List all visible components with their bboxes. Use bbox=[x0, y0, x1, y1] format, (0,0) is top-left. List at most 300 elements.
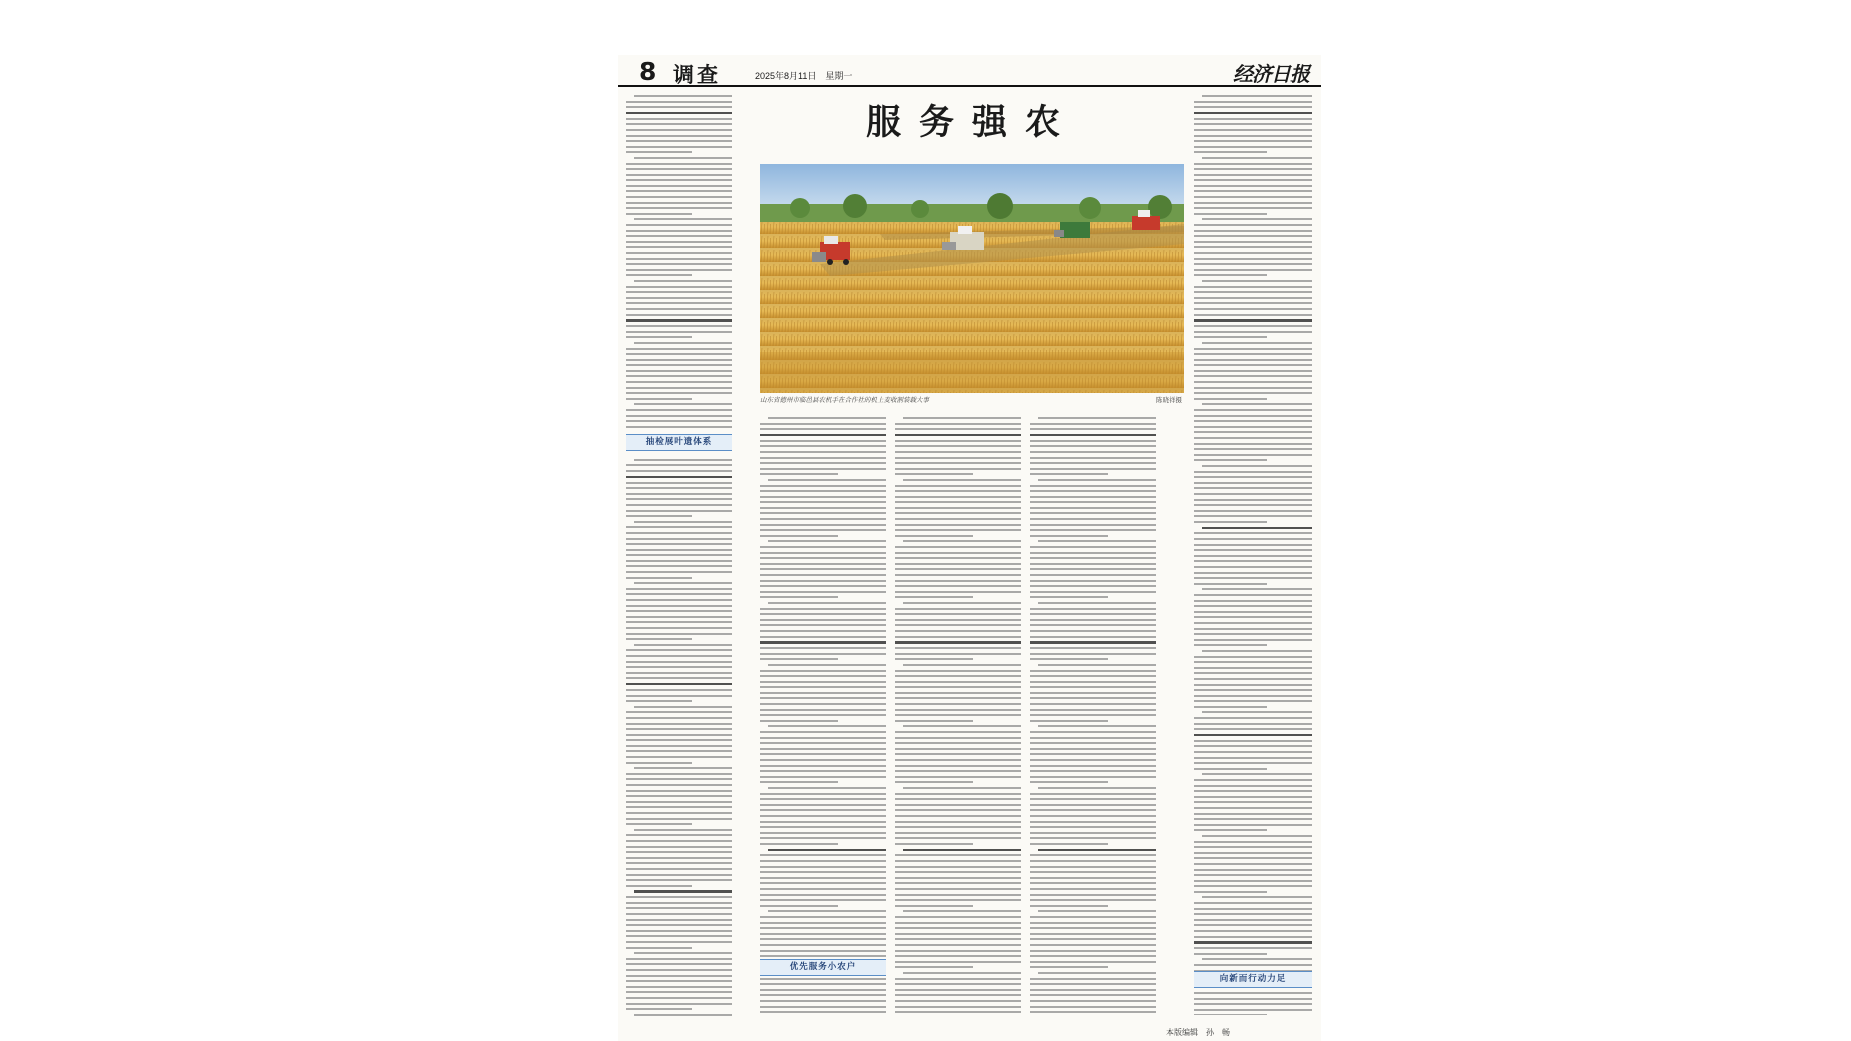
text-line bbox=[626, 387, 732, 389]
text-line bbox=[1030, 568, 1156, 570]
text-line bbox=[760, 608, 886, 610]
text-line bbox=[895, 546, 1021, 548]
text-line bbox=[626, 129, 732, 131]
text-line bbox=[1194, 118, 1312, 120]
text-line bbox=[1194, 824, 1312, 826]
text-line bbox=[1194, 274, 1267, 276]
text-line bbox=[1030, 518, 1156, 520]
text-line bbox=[1202, 95, 1312, 97]
photo-caption bbox=[760, 395, 1184, 406]
text-line bbox=[1194, 678, 1312, 680]
text-line bbox=[760, 552, 886, 554]
text-line bbox=[895, 703, 1021, 705]
text-column-1 bbox=[626, 95, 732, 1017]
text-line bbox=[626, 168, 732, 170]
text-line bbox=[626, 834, 732, 836]
text-line bbox=[1030, 1006, 1156, 1008]
text-line bbox=[626, 588, 732, 590]
text-line bbox=[1194, 437, 1312, 439]
text-line bbox=[626, 734, 732, 736]
text-line bbox=[1194, 246, 1312, 248]
text-line bbox=[1194, 504, 1312, 506]
text-line bbox=[760, 748, 886, 750]
text-line bbox=[1030, 457, 1156, 459]
text-line bbox=[1194, 101, 1312, 103]
text-line bbox=[895, 608, 1021, 610]
text-line bbox=[626, 112, 732, 114]
text-line bbox=[1194, 515, 1312, 517]
text-line bbox=[1030, 961, 1156, 963]
text-line bbox=[626, 773, 732, 775]
text-line bbox=[760, 720, 838, 722]
text-line bbox=[1194, 532, 1312, 534]
text-line bbox=[626, 263, 732, 265]
article-headline: 服务强农 bbox=[865, 102, 1078, 143]
text-line bbox=[1202, 711, 1312, 713]
text-line bbox=[1194, 644, 1267, 646]
subhead-1: 抽检展叶遗体系 bbox=[626, 434, 732, 451]
text-line bbox=[760, 580, 886, 582]
text-line bbox=[1030, 798, 1156, 800]
text-line bbox=[895, 966, 973, 968]
text-line bbox=[626, 762, 692, 764]
text-line bbox=[1194, 762, 1312, 764]
text-line bbox=[895, 630, 1021, 632]
text-line bbox=[760, 451, 886, 453]
text-line bbox=[626, 969, 732, 971]
text-line bbox=[1030, 546, 1156, 548]
text-line bbox=[1194, 998, 1312, 1000]
text-line bbox=[895, 641, 1021, 643]
text-line bbox=[1202, 650, 1312, 652]
text-line bbox=[626, 593, 732, 595]
text-line bbox=[634, 644, 732, 646]
text-line bbox=[1194, 375, 1312, 377]
page-number: 8 bbox=[639, 57, 657, 86]
text-line bbox=[1194, 426, 1312, 428]
text-line bbox=[1194, 628, 1312, 630]
text-line bbox=[1194, 319, 1312, 321]
text-line bbox=[895, 854, 1021, 856]
text-line bbox=[895, 989, 1021, 991]
text-line bbox=[1030, 832, 1156, 834]
text-line bbox=[1194, 258, 1312, 260]
text-line bbox=[1194, 807, 1312, 809]
text-line bbox=[1030, 748, 1156, 750]
text-line bbox=[1030, 916, 1156, 918]
text-line bbox=[1194, 213, 1267, 215]
text-line bbox=[1194, 454, 1312, 456]
text-line bbox=[1030, 630, 1156, 632]
text-line bbox=[760, 899, 886, 901]
text-line bbox=[626, 364, 732, 366]
text-line bbox=[1030, 428, 1156, 430]
text-line bbox=[626, 252, 732, 254]
text-line bbox=[626, 862, 732, 864]
text-line bbox=[1194, 163, 1312, 165]
text-line bbox=[1194, 135, 1312, 137]
text-line bbox=[903, 910, 1021, 912]
text-line bbox=[1030, 535, 1108, 537]
text-line bbox=[760, 512, 886, 514]
text-column-5 bbox=[1194, 95, 1312, 1015]
text-line bbox=[1194, 381, 1312, 383]
text-line bbox=[1030, 552, 1156, 554]
text-line bbox=[895, 871, 1021, 873]
text-line bbox=[760, 978, 886, 980]
text-line bbox=[1030, 905, 1108, 907]
text-line bbox=[626, 818, 732, 820]
text-line bbox=[1194, 291, 1312, 293]
text-line bbox=[626, 924, 732, 926]
text-line bbox=[1038, 787, 1156, 789]
text-line bbox=[895, 468, 1021, 470]
text-line bbox=[895, 866, 1021, 868]
text-line bbox=[760, 468, 886, 470]
text-line bbox=[895, 860, 1021, 862]
text-line bbox=[1038, 479, 1156, 481]
text-line bbox=[760, 955, 886, 957]
text-line bbox=[626, 739, 732, 741]
text-line bbox=[895, 653, 1021, 655]
text-line bbox=[1202, 835, 1312, 837]
text-line bbox=[903, 972, 1021, 974]
text-line bbox=[895, 759, 1021, 761]
text-line bbox=[760, 557, 886, 559]
text-line bbox=[1030, 580, 1156, 582]
text-line bbox=[1030, 423, 1156, 425]
text-line bbox=[1030, 837, 1156, 839]
text-line bbox=[1194, 796, 1312, 798]
text-line bbox=[895, 950, 1021, 952]
text-line bbox=[626, 392, 732, 394]
text-line bbox=[760, 462, 886, 464]
text-line bbox=[895, 781, 973, 783]
text-line bbox=[1194, 431, 1312, 433]
text-line bbox=[1030, 781, 1108, 783]
text-line bbox=[895, 1006, 1021, 1008]
text-line bbox=[760, 709, 886, 711]
text-line bbox=[760, 950, 886, 952]
text-line bbox=[760, 765, 886, 767]
text-line bbox=[895, 624, 1021, 626]
text-line bbox=[1030, 731, 1156, 733]
text-line bbox=[626, 476, 732, 478]
text-line bbox=[1030, 714, 1156, 716]
text-line bbox=[1194, 235, 1312, 237]
text-line bbox=[1038, 602, 1156, 604]
text-line bbox=[626, 235, 732, 237]
text-line bbox=[626, 470, 732, 472]
text-line bbox=[1030, 507, 1156, 509]
text-line bbox=[626, 426, 732, 428]
text-line bbox=[895, 709, 1021, 711]
text-line bbox=[1194, 913, 1312, 915]
text-line bbox=[1194, 146, 1312, 148]
text-line bbox=[895, 804, 1021, 806]
text-line bbox=[1030, 596, 1108, 598]
text-line bbox=[1038, 664, 1156, 666]
text-line bbox=[760, 753, 886, 755]
text-line bbox=[1030, 978, 1156, 980]
text-line bbox=[768, 540, 886, 542]
text-line bbox=[760, 507, 886, 509]
text-line bbox=[626, 605, 732, 607]
text-line bbox=[626, 207, 732, 209]
text-line bbox=[1194, 672, 1312, 674]
text-line bbox=[1030, 753, 1156, 755]
text-line bbox=[1030, 675, 1156, 677]
text-line bbox=[895, 916, 1021, 918]
text-line bbox=[895, 888, 1021, 890]
subhead-2: 优先服务小农户 bbox=[760, 959, 886, 976]
text-line bbox=[768, 725, 886, 727]
text-line bbox=[1202, 465, 1312, 467]
text-line bbox=[760, 529, 886, 531]
text-line bbox=[1194, 263, 1312, 265]
text-line bbox=[1194, 560, 1312, 562]
text-line bbox=[760, 563, 886, 565]
text-line bbox=[760, 804, 886, 806]
text-line bbox=[1030, 826, 1156, 828]
text-line bbox=[760, 686, 886, 688]
text-line bbox=[626, 677, 732, 679]
text-line bbox=[1030, 877, 1156, 879]
text-line bbox=[1194, 443, 1312, 445]
text-line bbox=[1194, 605, 1312, 607]
text-line bbox=[895, 681, 1021, 683]
text-line bbox=[626, 633, 732, 635]
text-line bbox=[626, 695, 732, 697]
text-line bbox=[895, 485, 1021, 487]
text-line bbox=[1194, 846, 1312, 848]
text-line bbox=[626, 577, 692, 579]
text-line bbox=[626, 661, 732, 663]
text-line bbox=[895, 793, 1021, 795]
text-line bbox=[1194, 314, 1312, 316]
text-line bbox=[634, 342, 732, 344]
text-line bbox=[1194, 538, 1312, 540]
text-line bbox=[626, 398, 692, 400]
text-line bbox=[1194, 459, 1267, 461]
text-line bbox=[1194, 992, 1312, 994]
text-line bbox=[626, 947, 692, 949]
text-line bbox=[1194, 1014, 1267, 1015]
text-line bbox=[626, 291, 732, 293]
text-line bbox=[760, 647, 886, 649]
text-line bbox=[1194, 196, 1312, 198]
text-line bbox=[1194, 359, 1312, 361]
text-line bbox=[634, 218, 732, 220]
text-line bbox=[895, 944, 1021, 946]
text-line bbox=[903, 664, 1021, 666]
text-line bbox=[760, 703, 886, 705]
text-line bbox=[1194, 168, 1312, 170]
text-line bbox=[1030, 955, 1156, 957]
text-line bbox=[1030, 983, 1156, 985]
text-line bbox=[1194, 555, 1312, 557]
text-line bbox=[760, 888, 886, 890]
text-line bbox=[626, 885, 692, 887]
text-line bbox=[1030, 894, 1156, 896]
text-line bbox=[1030, 529, 1156, 531]
column-text bbox=[760, 417, 886, 1017]
text-line bbox=[626, 666, 732, 668]
text-line bbox=[895, 1000, 1021, 1002]
text-line bbox=[1030, 563, 1156, 565]
text-line bbox=[1030, 613, 1156, 615]
text-line bbox=[626, 986, 732, 988]
text-line bbox=[768, 602, 886, 604]
text-line bbox=[1194, 185, 1312, 187]
text-line bbox=[626, 515, 692, 517]
text-line bbox=[626, 196, 732, 198]
text-line bbox=[760, 675, 886, 677]
text-line bbox=[760, 837, 886, 839]
text-line bbox=[1030, 922, 1156, 924]
text-line bbox=[626, 941, 732, 943]
text-line bbox=[1030, 709, 1156, 711]
text-line bbox=[1030, 468, 1156, 470]
newspaper-page bbox=[618, 55, 1321, 1041]
text-line bbox=[626, 930, 732, 932]
text-line bbox=[1030, 759, 1156, 761]
text-line bbox=[760, 423, 886, 425]
text-line bbox=[626, 185, 732, 187]
text-line bbox=[760, 535, 838, 537]
text-line bbox=[1030, 899, 1156, 901]
text-line bbox=[626, 649, 732, 651]
text-line bbox=[1194, 123, 1312, 125]
text-line bbox=[895, 737, 1021, 739]
text-line bbox=[1030, 591, 1156, 593]
text-line bbox=[1030, 703, 1156, 705]
text-line bbox=[626, 370, 732, 372]
text-line bbox=[760, 781, 838, 783]
text-line bbox=[895, 574, 1021, 576]
text-line bbox=[768, 664, 886, 666]
text-line bbox=[895, 670, 1021, 672]
text-line bbox=[626, 190, 732, 192]
text-line bbox=[626, 493, 732, 495]
text-line bbox=[1030, 624, 1156, 626]
text-line bbox=[895, 512, 1021, 514]
text-line bbox=[1030, 490, 1156, 492]
text-line bbox=[760, 670, 886, 672]
text-line bbox=[895, 462, 1021, 464]
text-line bbox=[634, 157, 732, 159]
text-line bbox=[626, 560, 732, 562]
text-line bbox=[626, 348, 732, 350]
text-line bbox=[760, 916, 886, 918]
text-line bbox=[895, 568, 1021, 570]
text-line bbox=[1030, 501, 1156, 503]
text-line bbox=[1030, 821, 1156, 823]
text-line bbox=[895, 832, 1021, 834]
text-line bbox=[1194, 616, 1312, 618]
text-line bbox=[903, 479, 1021, 481]
text-line bbox=[634, 829, 732, 831]
text-line bbox=[760, 485, 886, 487]
text-line bbox=[1194, 364, 1312, 366]
text-line bbox=[1194, 941, 1312, 943]
text-line bbox=[626, 538, 732, 540]
text-line bbox=[760, 714, 886, 716]
text-line bbox=[1194, 829, 1267, 831]
text-line bbox=[1030, 933, 1156, 935]
text-line bbox=[1194, 622, 1312, 624]
text-line bbox=[1194, 112, 1312, 114]
text-line bbox=[760, 843, 838, 845]
text-line bbox=[1030, 1011, 1156, 1013]
text-line bbox=[895, 636, 1021, 638]
text-line bbox=[1194, 1003, 1312, 1005]
text-line bbox=[626, 146, 732, 148]
text-line bbox=[1194, 151, 1267, 153]
text-line bbox=[760, 776, 886, 778]
text-line bbox=[1194, 689, 1312, 691]
text-line bbox=[626, 874, 732, 876]
text-line bbox=[626, 464, 732, 466]
text-line bbox=[1194, 336, 1267, 338]
text-line bbox=[626, 745, 732, 747]
text-line bbox=[626, 163, 732, 165]
text-line bbox=[760, 731, 886, 733]
text-line bbox=[626, 610, 732, 612]
text-line bbox=[626, 415, 732, 417]
text-line bbox=[626, 258, 732, 260]
text-line bbox=[1194, 908, 1312, 910]
text-line bbox=[626, 991, 732, 993]
text-line bbox=[1194, 140, 1312, 142]
text-line bbox=[895, 798, 1021, 800]
text-line bbox=[895, 445, 1021, 447]
text-line bbox=[760, 815, 886, 817]
text-line bbox=[768, 849, 886, 851]
text-line bbox=[895, 765, 1021, 767]
text-line bbox=[626, 106, 732, 108]
column-text bbox=[1030, 417, 1156, 1017]
text-line bbox=[760, 596, 838, 598]
text-line bbox=[626, 286, 732, 288]
issue-date: 2025年8月11日 星期一 bbox=[755, 71, 853, 81]
text-line bbox=[760, 737, 886, 739]
text-line bbox=[634, 459, 732, 461]
text-line bbox=[760, 821, 886, 823]
text-line bbox=[895, 899, 1021, 901]
text-line bbox=[626, 319, 732, 321]
column-text bbox=[626, 95, 732, 428]
text-line bbox=[1194, 745, 1312, 747]
text-line bbox=[895, 434, 1021, 436]
text-line bbox=[626, 1008, 692, 1010]
text-line bbox=[895, 552, 1021, 554]
text-line bbox=[626, 504, 732, 506]
text-line bbox=[1030, 485, 1156, 487]
text-line bbox=[1194, 813, 1312, 815]
text-line bbox=[895, 720, 973, 722]
photo-credit: 陈晓祥摄 bbox=[1156, 396, 1182, 404]
text-line bbox=[760, 994, 886, 996]
text-line bbox=[626, 599, 732, 601]
text-line bbox=[760, 793, 886, 795]
text-line bbox=[626, 857, 732, 859]
text-line bbox=[626, 756, 732, 758]
text-line bbox=[626, 806, 732, 808]
text-line bbox=[626, 683, 732, 685]
column-text bbox=[626, 459, 732, 1017]
text-line bbox=[760, 490, 886, 492]
